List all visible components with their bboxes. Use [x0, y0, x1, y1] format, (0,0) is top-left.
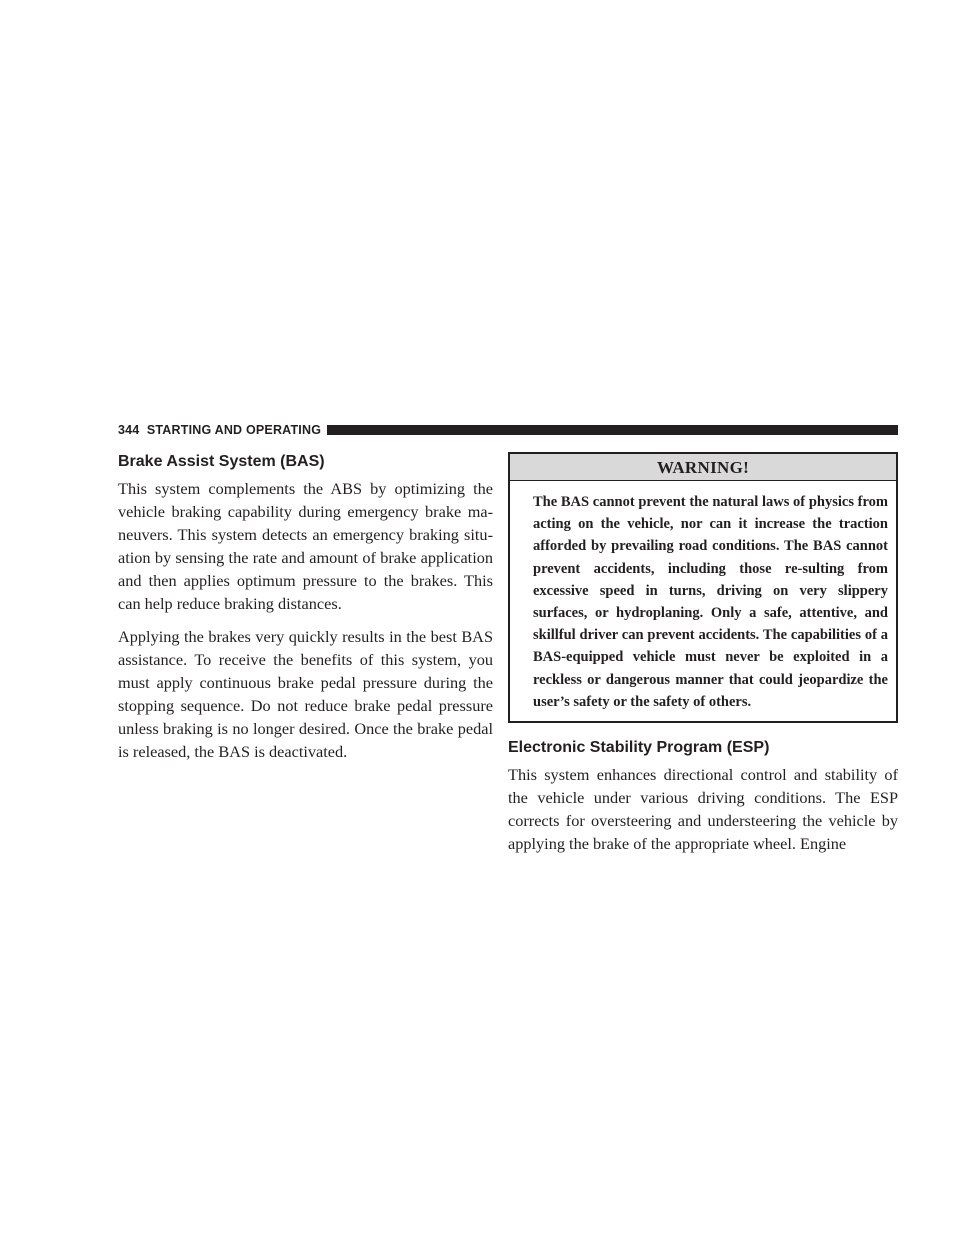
warning-box [508, 452, 898, 723]
section-title: STARTING AND OPERATING [146, 423, 322, 437]
left-column [118, 452, 493, 773]
page-number: 344 [118, 423, 140, 437]
esp-paragraph-1: This system enhances directional control and stability of the vehicle under various driving conditions. The ESP corrects for oversteering and understeering the vehicle by applying the brake of the appropriate wheel. Engine [508, 765, 898, 854]
bas-heading: Brake Assist System (BAS) [118, 453, 325, 470]
page-header [118, 422, 898, 438]
warning-title: WARNING! [510, 454, 896, 481]
warning-text: The BAS cannot prevent the natural laws of physics from acting on the vehicle, nor can it increase the traction afforded by prevailing road conditions. The BAS cannot prevent accidents, including those re-sulting from excessive speed in turns, driving on very slippery surfaces, or hydroplaning. Only a safe, attentive, and skillful driver can prevent accidents. The capabilities of a BAS-equipped vehicle must never be exploited in a reckless or dangerous manner that could jeopardize the user’s safety or the safety of others. [533, 494, 888, 710]
page-header-text [118, 423, 327, 437]
header-rule [327, 425, 898, 435]
bas-paragraph-2: Applying the brakes very quickly results in the best BAS assistance. To receive the benefits of this system, you must apply continuous brake pedal pressure during the stopping sequence. Do not reduce brake pedal pressure unless braking is no longer desired. Once the brake pedal is released, the BAS is deactivated. [118, 627, 493, 761]
esp-heading: Electronic Stability Program (ESP) [508, 739, 770, 757]
right-column [508, 452, 898, 865]
bas-paragraph-1: This system complements the ABS by optimizing the vehicle braking capability during emergency brake ma-neuvers. This system detects an emergency braking situ-ation by sensing the rate and amount of brake application and then applies optimum pressure to the brakes. This can help reduce braking distances. [118, 479, 493, 613]
